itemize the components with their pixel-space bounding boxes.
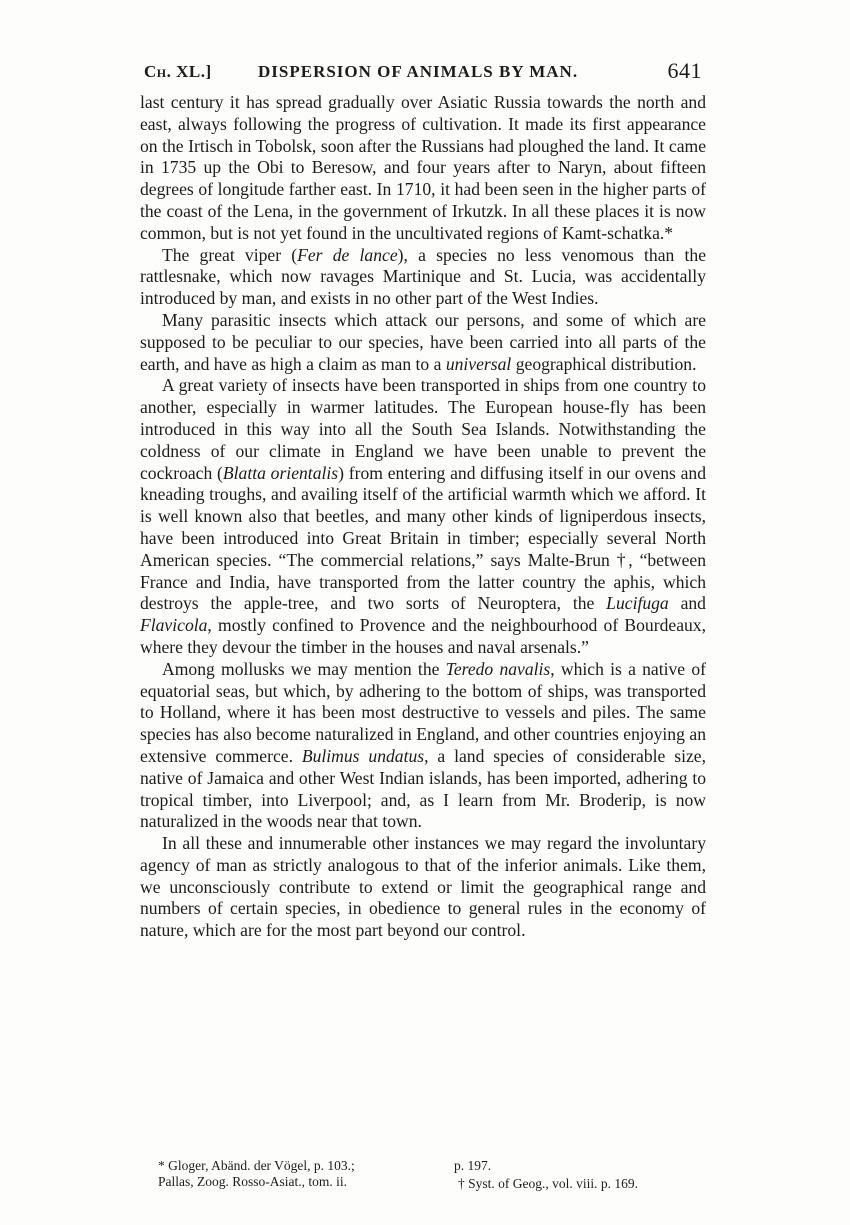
- italic-term: Bulimus undatus: [301, 745, 425, 766]
- text-run: Many parasitic insects which attack our persons, and some of which are supposed to be peculiar to our species, have been carried into all parts of the earth, and have as high a claim as man to a: [140, 309, 706, 374]
- italic-term: Teredo navalis: [445, 658, 551, 679]
- paragraph: [140, 92, 706, 245]
- italic-term: Fer de lance: [297, 244, 398, 265]
- text-run: A great variety of insects have been transported in ships from one country to another, especially in warmer latitudes. The European house-fly has been introduced in this way into all the South Sea Islands. Notwithstanding the coldness of our climate in England we have been unable to prevent the cockroach (: [140, 375, 706, 483]
- page-number: 641: [667, 58, 702, 83]
- italic-term: universal: [445, 353, 512, 374]
- paragraph: [140, 375, 706, 658]
- text-run: The great viper (: [162, 244, 298, 265]
- running-header: [140, 58, 706, 88]
- paragraph: [140, 833, 706, 942]
- text-run: and: [668, 593, 706, 614]
- footnote-1-line-1: * Gloger, Abänd. der Vögel, p. 103.;: [158, 1158, 355, 1173]
- paragraph: [140, 310, 706, 375]
- text-run: , which is a native of equatorial seas, but which, by adhering to the bottom of ships, was transported to Holland, where it has been most destructive to vessels and piles. The same species has also become naturalized in England, and other countries enjoying an extensive commerce.: [140, 658, 706, 766]
- text-run: ), a species no less venomous than the rattlesnake, which now ravages Martinique and St. Lucia, was accidentally introduced by man, and exists in no other part of the West Indies.: [140, 244, 707, 309]
- footnote-1-line-2: Pallas, Zoog. Rosso-Asiat., tom. ii.: [158, 1174, 347, 1189]
- text-run: ) from entering and diffusing itself in our ovens and kneading troughs, and availing itself of the artificial warmth which we afford. It is well known also that beetles, and many other kinds of ligniperdous insects, have been introduced into Great Britain in timber; especially several North American species. “The commercial relations,” says Malte-Brun †, “between France and India, have transported from the latter country the aphis, which destroys the apple-tree, and two sorts of Neuroptera, the: [140, 462, 707, 614]
- footnote-2: † Syst. of Geog., vol. viii. p. 169.: [458, 1176, 639, 1191]
- italic-term: Blatta orientalis: [222, 462, 339, 483]
- text-run: , a land species of considerable size, native of Jamaica and other West Indian islands, has been imported, adhering to tropical timber, into Liverpool; and, as I learn from Mr. Broderip, is now naturalized in the woods near that town.: [140, 745, 706, 832]
- italic-term: Lucifuga: [606, 593, 669, 614]
- paragraph: [140, 659, 706, 833]
- text-run: , mostly confined to Provence and the neighbourhood of Bourdeaux, where they devour the timber in the houses and naval arsenals.”: [140, 615, 706, 657]
- text-run: Among mollusks we may mention the: [162, 658, 446, 679]
- footnotes: [158, 1158, 706, 1190]
- text-run: last century it has spread gradually over Asiatic Russia towards the north and east, always following the progress of cultivation. It made its first appearance on the Irtisch in Tobolsk, soon after the Russians had ploughed the land. It came in 1735 up the Obi to Beresow, and four years after to Naryn, about fifteen degrees of longitude farther east. In 1710, it had been seen in the higher parts of the coast of the Lena, in the government of Irkutzk. In all these places it is now common, but is not yet found in the uncultivated regions of Kamt-schatka.*: [140, 92, 706, 243]
- italic-term: Flavicola: [140, 615, 208, 636]
- chapter-label: Ch. XL.]: [144, 62, 212, 81]
- paragraph: [140, 245, 706, 310]
- footnote-1-continuation: p. 197.: [454, 1158, 492, 1173]
- running-title: DISPERSION OF ANIMALS BY MAN.: [258, 62, 579, 81]
- text-run: geographical distribution.: [511, 353, 697, 374]
- text-run: In all these and innumerable other instances we may regard the involuntary agency of man as strictly analogous to that of the inferior animals. Like them, we unconsciously contribute to extend or limit the geographical range and numbers of certain species, in obedience to general rules in the economy of nature, which are for the most part beyond our control.: [140, 833, 706, 941]
- body-text: [140, 92, 706, 942]
